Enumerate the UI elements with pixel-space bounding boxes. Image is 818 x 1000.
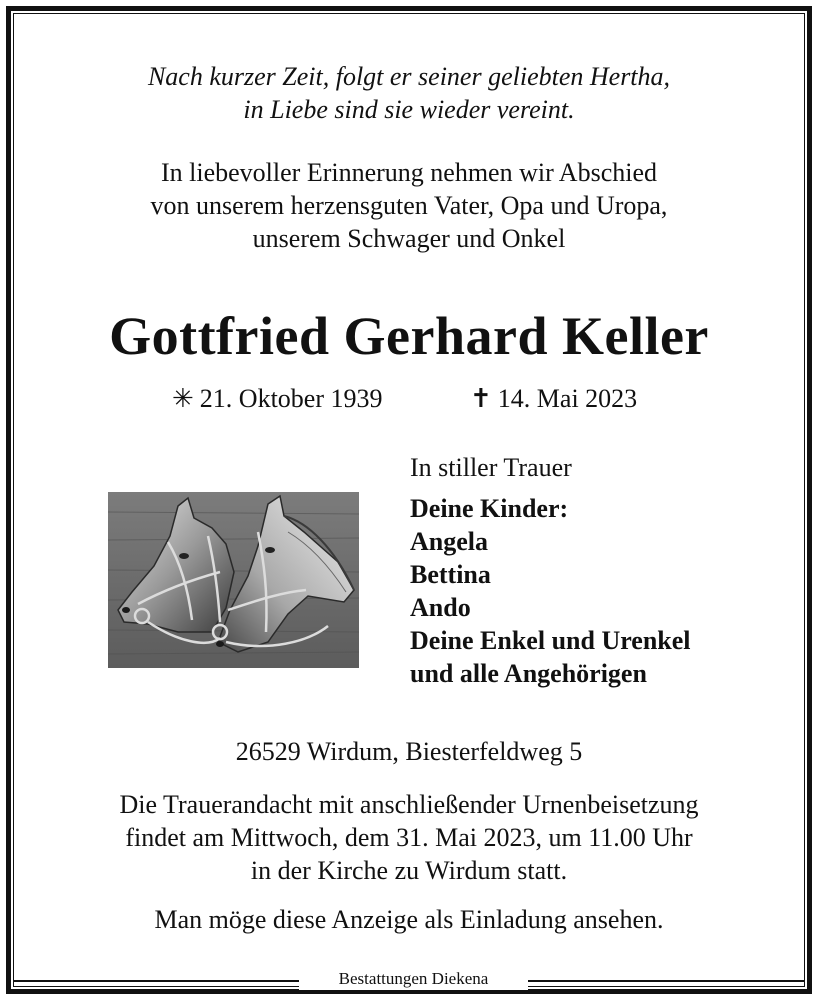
- birth-date-block: [172, 382, 383, 416]
- mourner-line: Ando: [410, 593, 471, 622]
- footer-rule-left: [13, 980, 299, 982]
- service-line-2: findet am Mittwoch, dem 31. Mai 2023, um 11.00 Uhr: [125, 823, 693, 852]
- mourner-line: Bettina: [410, 560, 491, 589]
- footer-rule-right: [528, 980, 805, 982]
- birth-date: 21. Oktober 1939: [199, 384, 383, 413]
- address: 26529 Wirdum, Biesterfeldweg 5: [235, 737, 583, 766]
- horse-heads-image: [108, 492, 359, 668]
- quote-line-2: in Liebe sind sie wieder vereint.: [243, 95, 575, 124]
- funeral-home-credit: Bestattungen Diekena: [299, 968, 528, 990]
- birth-star-icon: ✳: [172, 384, 194, 413]
- invitation-note: Man möge diese Anzeige als Einladung ansehen.: [154, 905, 664, 934]
- quote-line-1: Nach kurzer Zeit, folgt er seiner geliebten Hertha,: [147, 62, 671, 91]
- service-info: [0, 788, 818, 887]
- death-cross-icon: ✝: [470, 384, 492, 413]
- intro-text: [0, 156, 818, 255]
- deceased-name: Gottfried Gerhard Keller: [109, 306, 709, 366]
- death-date: 14. Mai 2023: [497, 384, 638, 413]
- death-date-block: [470, 382, 637, 416]
- intro-line-2: von unserem herzensguten Vater, Opa und Uropa,: [150, 191, 668, 220]
- mourning-intro: In stiller Trauer: [410, 453, 572, 482]
- mourner-line: Angela: [410, 527, 488, 556]
- mourner-line: und alle Angehörigen: [410, 659, 647, 688]
- mourner-line: Deine Enkel und Urenkel: [410, 626, 691, 655]
- service-line-3: in der Kirche zu Wirdum statt.: [250, 856, 568, 885]
- service-line-1: Die Trauerandacht mit anschließender Urnenbeisetzung: [119, 790, 699, 819]
- intro-line-3: unserem Schwager und Onkel: [252, 224, 566, 253]
- intro-line-1: In liebevoller Erinnerung nehmen wir Abschied: [160, 158, 658, 187]
- opening-quote: [0, 60, 818, 126]
- mourner-line: Deine Kinder:: [410, 494, 569, 523]
- mourners-block: [410, 451, 691, 690]
